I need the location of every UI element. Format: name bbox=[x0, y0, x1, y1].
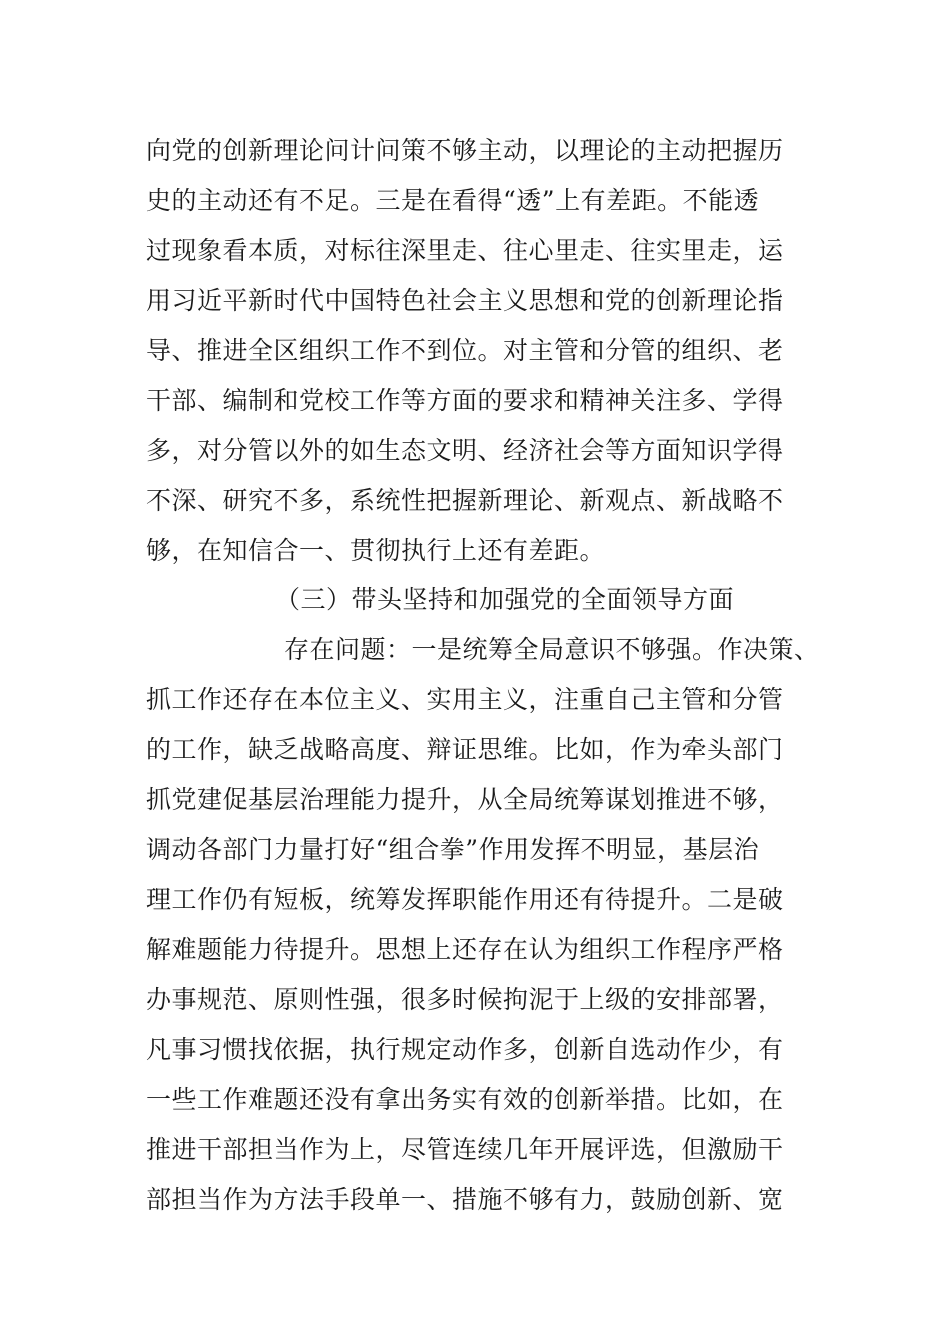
body-text-line: 解难题能力待提升。思想上还存在认为组织工作程序严格 bbox=[146, 935, 784, 964]
body-text-line: 用习近平新时代中国特色社会主义思想和党的创新理论指 bbox=[146, 286, 784, 315]
body-text-line: 一些工作难题还没有拿出务实有效的创新举措。比如，在 bbox=[146, 1085, 784, 1114]
body-text-line: 史的主动还有不足。三是在看得“透”上有差距。不能透 bbox=[146, 186, 760, 215]
section-heading: （三）带头坚持和加强党的全面领导方面 bbox=[275, 585, 735, 614]
body-text-line: 抓党建促基层治理能力提升，从全局统筹谋划推进不够， bbox=[146, 785, 784, 814]
body-text-line: 推进干部担当作为上，尽管连续几年开展评选，但激励干 bbox=[146, 1135, 784, 1164]
body-text-line: 多，对分管以外的如生态文明、经济社会等方面知识学得 bbox=[146, 436, 784, 465]
body-text-line: 调动各部门力量打好“组合拳”作用发挥不明显，基层治 bbox=[146, 835, 760, 864]
paragraph-first-line: 存在问题：一是统筹全局意识不够强。作决策、 bbox=[284, 635, 820, 664]
body-text-line: 的工作，缺乏战略高度、辩证思维。比如，作为牵头部门 bbox=[146, 735, 784, 764]
body-text-line: 够，在知信合一、贯彻执行上还有差距。 bbox=[146, 536, 606, 565]
body-text-line: 干部、编制和党校工作等方面的要求和精神关注多、学得 bbox=[146, 386, 784, 415]
body-text-line: 抓工作还存在本位主义、实用主义，注重自己主管和分管 bbox=[146, 685, 784, 714]
body-text-line: 导、推进全区组织工作不到位。对主管和分管的组织、老 bbox=[146, 336, 784, 365]
body-text-line: 凡事习惯找依据，执行规定动作多，创新自选动作少，有 bbox=[146, 1035, 784, 1064]
body-text-line: 不深、研究不多，系统性把握新理论、新观点、新战略不 bbox=[146, 486, 784, 515]
body-text-line: 办事规范、原则性强，很多时候拘泥于上级的安排部署， bbox=[146, 985, 784, 1014]
body-text-line: 部担当作为方法手段单一、措施不够有力，鼓励创新、宽 bbox=[146, 1185, 784, 1214]
body-text-line: 过现象看本质，对标往深里走、往心里走、往实里走，运 bbox=[146, 236, 784, 265]
body-text-line: 向党的创新理论问计问策不够主动，以理论的主动把握历 bbox=[146, 136, 784, 165]
body-text-line: 理工作仍有短板，统筹发挥职能作用还有待提升。二是破 bbox=[146, 885, 784, 914]
